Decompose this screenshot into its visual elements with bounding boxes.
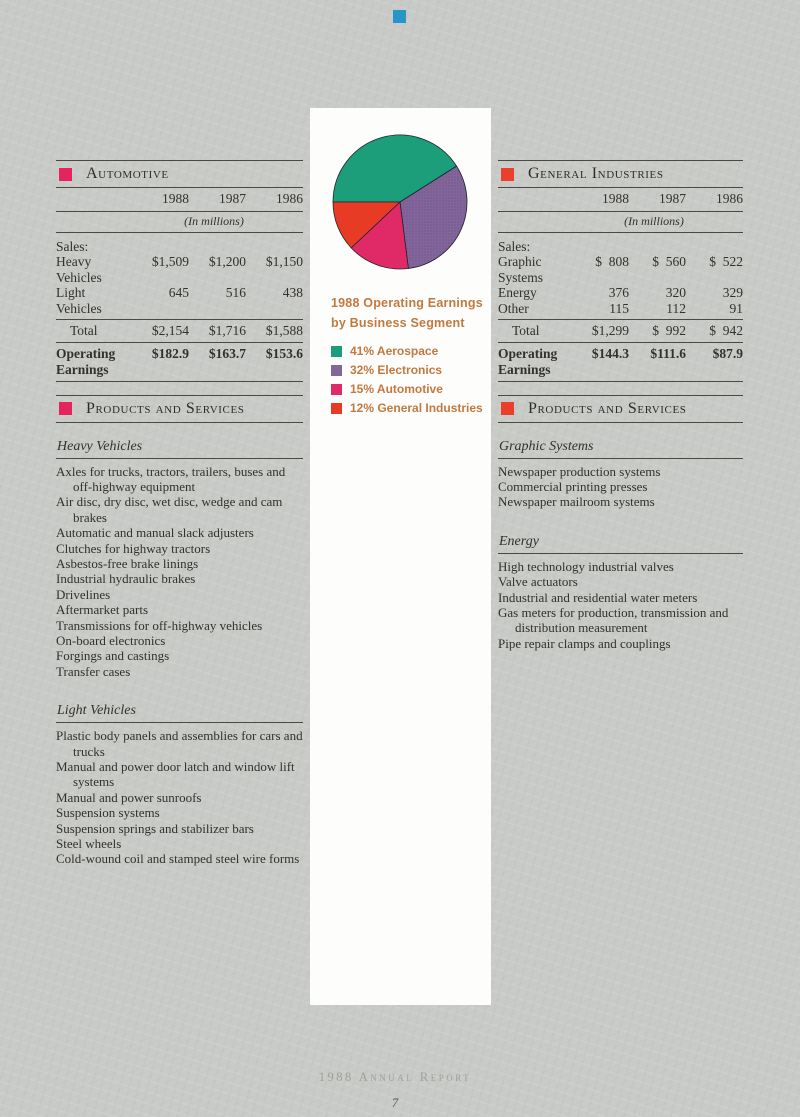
heavy-vehicles-item-list <box>56 464 303 680</box>
general-total-row: Total $1,299 $ 992 $ 942 <box>512 323 743 338</box>
list-item: On-board electronics <box>56 632 166 648</box>
graphic-systems-item-list <box>498 464 743 510</box>
divider <box>498 422 743 423</box>
group-heading-graphic-systems: Graphic Systems <box>498 437 743 459</box>
legend-swatch-general-industries <box>331 403 342 414</box>
automotive-column <box>56 160 303 867</box>
list-item: Asbestos-free brake linings <box>56 555 199 571</box>
general-industries-marker-square <box>501 168 514 181</box>
page-number: 7 <box>391 1095 399 1110</box>
general-industries-section-header <box>498 161 743 187</box>
divider <box>56 232 303 233</box>
year-header: 1986 <box>716 191 743 206</box>
automotive-marker-square <box>59 168 72 181</box>
group-heading-energy: Energy <box>498 532 743 554</box>
general-units-note: (In millions) <box>624 214 684 228</box>
divider <box>498 381 743 382</box>
list-item: Gas meters for production, transmission and distribution measurement <box>498 604 729 636</box>
table-row: Heavy Vehicles $1,509 $1,200 $1,150 <box>56 254 303 285</box>
table-row: Other 115 112 91 <box>498 300 743 316</box>
list-item: Commercial printing presses <box>498 478 648 494</box>
list-item: Clutches for highway tractors <box>56 540 211 556</box>
legend-swatch-automotive <box>331 384 342 395</box>
list-item: Pipe repair clamps and couplings <box>498 635 671 651</box>
automotive-years-row <box>56 188 303 211</box>
list-item: Valve actuators <box>498 574 578 590</box>
footer-report-title: 1988 Annual Report <box>318 1070 472 1084</box>
automotive-total-row: Total $2,154 $1,716 $1,588 <box>70 323 303 338</box>
list-item: Newspaper production systems <box>498 463 661 479</box>
automotive-section-header <box>56 161 303 187</box>
list-item: Industrial hydraulic brakes <box>56 571 196 587</box>
list-item: Newspaper mailroom systems <box>498 494 655 510</box>
list-item: Plastic body panels and assemblies for cars and trucks <box>56 728 303 759</box>
general-industries-section-title: General Industries <box>528 165 664 182</box>
group-heading-heavy-vehicles: Heavy Vehicles <box>56 437 303 459</box>
list-item: Suspension systems <box>56 805 160 821</box>
group-heading-light-vehicles: Light Vehicles <box>56 701 303 723</box>
general-operating-earnings-row: Operating Earnings $144.3 $111.6 $87.9 <box>498 346 743 377</box>
automotive-units-note: (In millions) <box>184 214 244 228</box>
list-item: Transfer cases <box>56 663 131 679</box>
list-item: Aftermarket parts <box>56 602 149 618</box>
pie-chart-legend <box>331 342 491 418</box>
year-header: 1987 <box>219 191 246 206</box>
automotive-section-title: Automotive <box>86 165 169 182</box>
year-header: 1988 <box>602 191 629 206</box>
list-item: Steel wheels <box>56 836 122 852</box>
list-item: Air disc, dry disc, wet disc, wedge and cam brakes <box>56 494 283 525</box>
list-item: Manual and power sunroofs <box>56 789 202 805</box>
list-item: Suspension springs and stabilizer bars <box>56 820 254 836</box>
divider <box>56 422 303 423</box>
table-row: Energy 376 320 329 <box>498 285 743 300</box>
list-item: Drivelines <box>56 586 111 602</box>
general-products-header <box>498 396 743 422</box>
legend-item-automotive: 15% Automotive <box>331 380 491 399</box>
page-top-marker-square <box>393 10 406 23</box>
year-header: 1988 <box>162 191 189 206</box>
list-item: Axles for trucks, tractors, trailers, buses and off-highway equipment <box>56 463 286 494</box>
legend-item-general-industries: 12% General Industries <box>331 399 491 418</box>
automotive-products-header <box>56 396 303 422</box>
pie-chart-panel <box>310 108 491 1005</box>
pie-chart <box>310 134 491 279</box>
products-marker-square <box>59 402 72 415</box>
automotive-operating-earnings-row: Operating Earnings $182.9 $163.7 $153.6 <box>56 346 303 377</box>
list-item: Automatic and manual slack adjusters <box>56 525 254 541</box>
general-sales-label: Sales: <box>498 239 531 254</box>
list-item: High technology industrial valves <box>498 558 674 574</box>
products-marker-square <box>501 402 514 415</box>
pie-chart-title: 1988 Operating Earnings by Business Segment <box>331 296 483 330</box>
general-products-section <box>498 395 743 652</box>
year-header: 1986 <box>276 191 303 206</box>
legend-swatch-electronics <box>331 365 342 376</box>
list-item: Industrial and residential water meters <box>498 589 698 605</box>
energy-item-list <box>498 559 743 651</box>
list-item: Manual and power door latch and window lift systems <box>56 759 295 790</box>
list-item: Cold-wound coil and stamped steel wire forms <box>56 851 300 867</box>
legend-item-electronics: 32% Electronics <box>331 361 491 380</box>
automotive-products-section <box>56 395 303 867</box>
list-item: Transmissions for off-highway vehicles <box>56 617 263 633</box>
year-header: 1987 <box>659 191 686 206</box>
list-item: Forgings and castings <box>56 648 170 664</box>
general-years-row <box>498 188 743 211</box>
divider <box>56 381 303 382</box>
table-row: Graphic Systems $ 808 $ 560 $ 522 <box>498 254 743 285</box>
automotive-sales-label: Sales: <box>56 239 89 254</box>
general-industries-column <box>498 160 743 651</box>
operating-earnings-pie-chart <box>310 134 491 274</box>
products-section-title: Products and Services <box>86 399 245 417</box>
table-row: Light Vehicles 645 516 438 <box>56 285 303 316</box>
light-vehicles-item-list <box>56 728 303 867</box>
products-section-title: Products and Services <box>528 399 687 417</box>
legend-swatch-aerospace <box>331 346 342 357</box>
divider <box>498 232 743 233</box>
legend-item-aerospace: 41% Aerospace <box>331 342 491 361</box>
